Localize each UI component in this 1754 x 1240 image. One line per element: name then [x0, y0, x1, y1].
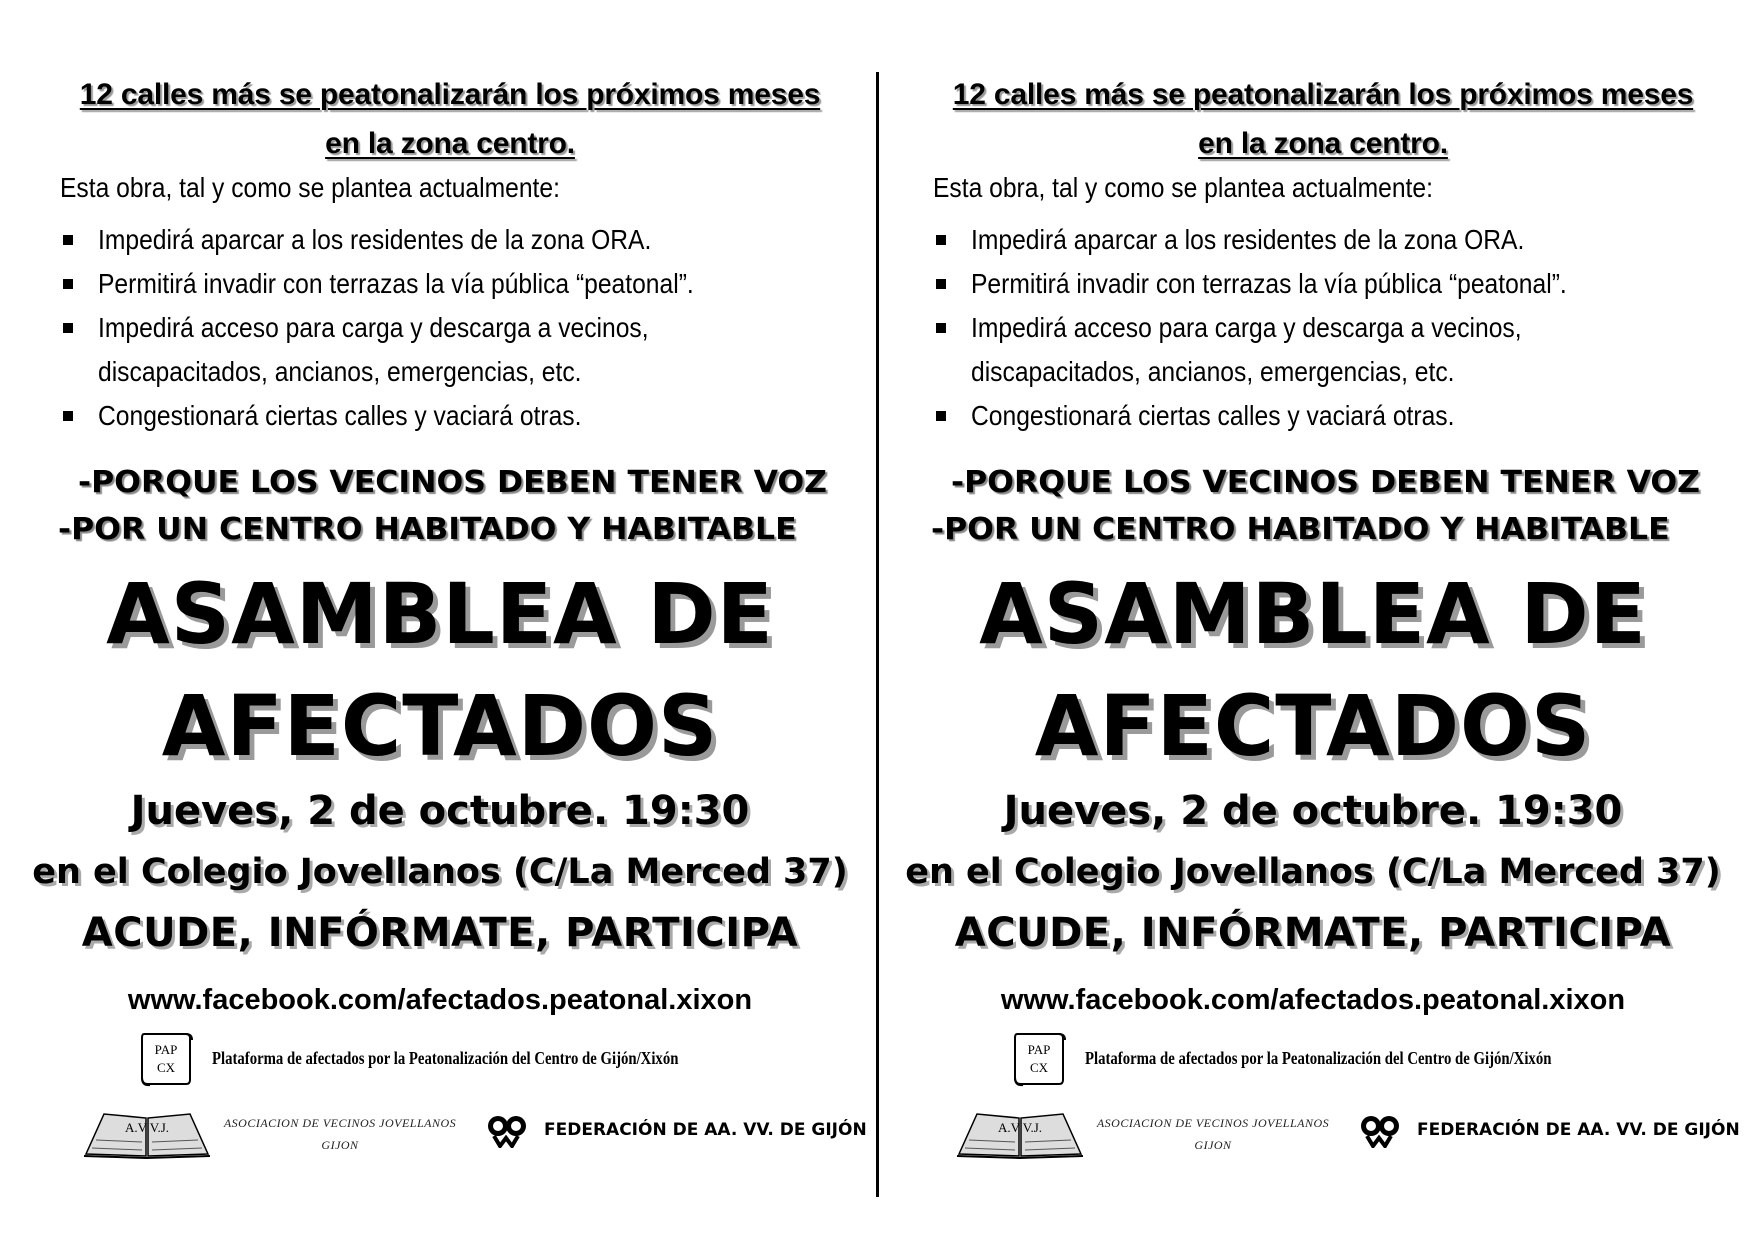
list-item-text: Impedirá aparcar a los residentes de la zona ORA.: [98, 224, 652, 255]
open-book-logo-icon: [82, 1108, 212, 1160]
association-name-line: ASOCIACION DE VECINOS JOVELLANOS: [1096, 1116, 1330, 1130]
list-item-text: Permitirá invadir con terrazas la vía pública “peatonal”.: [971, 268, 1567, 299]
list-item: [933, 262, 1648, 306]
facebook-url[interactable]: www.facebook.com/afectados.peatonal.xixon: [1000, 984, 1626, 1016]
event-location: en el Colegio Jovellanos (C/La Merced 37): [32, 852, 848, 892]
intro-text: Esta obra, tal y como se plantea actualmente:: [933, 172, 1433, 203]
federation-name: FEDERACIÓN DE AA. VV. DE GIJÓN: [1417, 1120, 1740, 1140]
neighbors-association-name: [1083, 1112, 1343, 1156]
call-to-action: ACUDE, INFÓRMATE, PARTICIPA: [954, 910, 1672, 956]
list-item: [60, 218, 775, 262]
list-item-text: discapacitados, ancianos, emergencias, etc.: [98, 356, 582, 387]
pap-scroll-logo-icon: [1011, 1030, 1067, 1088]
facebook-url[interactable]: www.facebook.com/afectados.peatonal.xixon: [127, 984, 753, 1016]
list-item-continuation: [933, 350, 1648, 394]
list-item-text: Congestionará ciertas calles y vaciará otras.: [971, 400, 1455, 431]
pap-logo-text: CX: [1029, 1060, 1049, 1075]
headline-line-1: 12 calles más se peatonalizarán los próximos meses: [952, 78, 1694, 111]
square-bullet-icon: [936, 279, 946, 289]
problems-list: [60, 218, 775, 438]
list-item: [60, 262, 775, 306]
headline-line-1: 12 calles más se peatonalizarán los próximos meses: [79, 78, 821, 111]
square-bullet-icon: [936, 235, 946, 245]
slogan-voice: -PORQUE LOS VECINOS DEBEN TENER VOZ: [951, 465, 1701, 500]
federation-logo-icon: [1357, 1112, 1403, 1148]
association-name-line: ASOCIACION DE VECINOS JOVELLANOS: [223, 1116, 457, 1130]
event-date: Jueves, 2 de octubre. 19:30: [130, 788, 750, 834]
list-item: [60, 306, 775, 350]
assembly-title-line-2: AFECTADOS: [1034, 677, 1592, 775]
pap-scroll-logo-icon: [138, 1030, 194, 1088]
slogan-centro: -POR UN CENTRO HABITADO Y HABITABLE: [58, 512, 797, 547]
list-item-text: Congestionará ciertas calles y vaciará otras.: [98, 400, 582, 431]
call-to-action: ACUDE, INFÓRMATE, PARTICIPA: [81, 910, 799, 956]
flyer-right: [873, 0, 1750, 1240]
pap-logo-text: PAP: [154, 1042, 178, 1057]
avj-logo-text: A.V V.J.: [124, 1120, 170, 1135]
avj-logo-text: A.V V.J.: [997, 1120, 1043, 1135]
pap-logo-text: CX: [156, 1060, 176, 1075]
platform-name: Plataforma de afectados por la Peatonalización del Centro de Gijón/Xixón: [212, 1048, 679, 1068]
problems-list: [933, 218, 1648, 438]
federation-logo-icon: [484, 1112, 530, 1148]
list-item-text: Permitirá invadir con terrazas la vía pública “peatonal”.: [98, 268, 694, 299]
list-item-text: Impedirá aparcar a los residentes de la zona ORA.: [971, 224, 1525, 255]
assembly-title-line-2: AFECTADOS: [161, 677, 719, 775]
open-book-logo-icon: [955, 1108, 1085, 1160]
square-bullet-icon: [936, 323, 946, 333]
federation-name: FEDERACIÓN DE AA. VV. DE GIJÓN: [544, 1120, 867, 1140]
list-item-text: Impedirá acceso para carga y descarga a vecinos,: [971, 312, 1522, 343]
square-bullet-icon: [63, 323, 73, 333]
square-bullet-icon: [936, 411, 946, 421]
association-city-line: GIJON: [321, 1138, 359, 1152]
list-item-text: discapacitados, ancianos, emergencias, etc.: [971, 356, 1455, 387]
event-date: Jueves, 2 de octubre. 19:30: [1003, 788, 1623, 834]
square-bullet-icon: [63, 235, 73, 245]
square-bullet-icon: [63, 279, 73, 289]
event-location: en el Colegio Jovellanos (C/La Merced 37): [905, 852, 1721, 892]
list-item: [60, 394, 775, 438]
neighbors-association-name: [210, 1112, 470, 1156]
slogan-voice: -PORQUE LOS VECINOS DEBEN TENER VOZ: [78, 465, 828, 500]
assembly-title-line-1: ASAMBLEA DE: [106, 565, 774, 663]
headline-line-2: en la zona centro.: [325, 127, 575, 160]
list-item: [933, 218, 1648, 262]
assembly-title-line-1: ASAMBLEA DE: [979, 565, 1647, 663]
slogan-centro: -POR UN CENTRO HABITADO Y HABITABLE: [931, 512, 1670, 547]
association-city-line: GIJON: [1194, 1138, 1232, 1152]
list-item: [933, 394, 1648, 438]
list-item-text: Impedirá acceso para carga y descarga a vecinos,: [98, 312, 649, 343]
headline-line-2: en la zona centro.: [1198, 127, 1448, 160]
list-item-continuation: [60, 350, 775, 394]
intro-text: Esta obra, tal y como se plantea actualmente:: [60, 172, 560, 203]
pap-logo-text: PAP: [1027, 1042, 1051, 1057]
square-bullet-icon: [63, 411, 73, 421]
list-item: [933, 306, 1648, 350]
platform-name: Plataforma de afectados por la Peatonalización del Centro de Gijón/Xixón: [1085, 1048, 1552, 1068]
